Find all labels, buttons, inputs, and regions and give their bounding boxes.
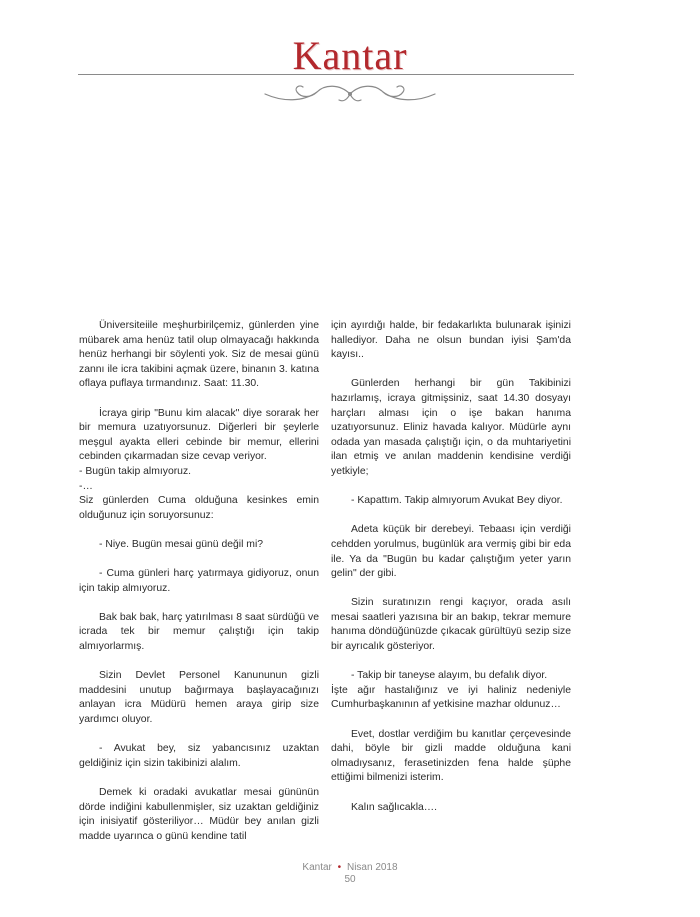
dialogue-line: - Cuma günleri harç yatırmaya gidiyoruz, onun için takip almıyoruz. <box>79 568 319 594</box>
paragraph: Bak bak bak, harç yatırılması 8 saat sürdüğü ve icrada tek bir memur çalıştığı için takip almıyorlarmış. <box>79 611 319 653</box>
paragraph: Siz günlerden Cuma olduğuna kesinkes emin olduğunuz için soruyorsunuz: <box>79 495 319 521</box>
masthead <box>0 0 700 120</box>
paragraph: için ayırdığı halde, bir fedakarlıkta bulunarak işinizi hallediyor. Daha ne olsun bundan iyisi Şam'da kayısı.. <box>331 320 571 361</box>
footer-separator: • <box>337 862 342 873</box>
dialogue-line: - Niye. Bugün mesai günü değil mi? <box>99 538 264 550</box>
dialogue-line: -… <box>79 480 93 492</box>
magazine-logo: Kantar <box>292 33 408 78</box>
flourish-ornament-icon <box>255 80 445 106</box>
paragraph: Sizin Devlet Personel Kanununun gizli maddesini unutup bağırmaya başlayacağınızı anlayan icra Müdürü hemen araya girip size yardımcı oluyor. <box>79 670 319 726</box>
header-rule <box>78 74 574 75</box>
paragraph: Üniversiteiile meşhurbirilçemiz, günlerden yine mübarek ama henüz tatil olup olmayacağı hakkında henüz herhangi bir söylenti yok. Siz de mesai günü zannı ile icra takibini açmak üzere, binanın 3. katına oflaya puflaya tırmandınız. Saat: 11.30. <box>79 320 319 390</box>
page-footer <box>0 862 700 886</box>
footer-issue: Nisan 2018 <box>346 862 398 873</box>
article-column-right <box>331 319 571 815</box>
paragraph: Günlerden herhangi bir gün Takibinizi hazırlamış, icraya gitmişsiniz, saat 14.30 dosyayı harçları alması için o işe bakan hanıma uzatıyorsunuz. Eliniz havada kalıyor. Müdürle aynı odada yan masada çalıştığı için, o da muhtariyetini ilan etmiş ve anılan maddenin kendisine verdiği yetkiyle; <box>331 378 571 477</box>
paragraph: Adeta küçük bir derebeyi. Tebaası için verdiği cehdden yorulmus, bugünlük ara vermiş gibi bir eda ile. Ya da "Bugün bu kadar çalıştığım yeter yarın gelin" der gibi. <box>331 524 571 580</box>
dialogue-line: - Takip bir taneyse alayım, bu defalık diyor. <box>351 670 548 682</box>
paragraph: Evet, dostlar verdiğim bu kanıtlar çerçevesinde dahi, böyle bir gizli madde olduğuna kani olmadıysanız, ferasetinizden fena halde şüphe ettiğimi bilmenizi isterim. <box>331 728 571 784</box>
footer-publication-line <box>0 862 700 874</box>
page-number: 50 <box>344 874 356 885</box>
paragraph: İşte ağır hastalığınız ve iyi haliniz nedeniyle Cumhurbaşkanının af yetkisine mazhar oldunuz… <box>331 684 571 711</box>
footer-publication: Kantar <box>302 862 332 873</box>
dialogue-line: - Kapattım. Takip almıyorum Avukat Bey diyor. <box>351 495 563 507</box>
paragraph: Demek ki oradaki avukatlar mesai gününün dörde indiğini kabullenmişler, siz uzaktan geldiğiniz için inisiyatif gösteriliyor… Müdür bey anılan gizli madde uyarınca o günü kendine tatil <box>79 787 319 842</box>
paragraph: Sizin suratınızın rengi kaçıyor, orada asılı mesai saatleri yazısına bir an bakıp, tekrar memure hanıma döndüğünüzde çıkacak gürültüyü sezip size bir ayrıcalık gösteriyor. <box>331 597 571 653</box>
dialogue-line: - Bugün takip almıyoruz. <box>79 465 192 477</box>
sign-off: Kalın sağlıcakla…. <box>351 801 438 813</box>
dialogue-line: - Avukat bey, siz yabancısınız uzaktan geldiğiniz için sizin takibinizi alalım. <box>79 743 319 769</box>
article-column-left <box>79 319 319 844</box>
paragraph: İcraya girip "Bunu kim alacak" diye sorarak her bir memura uzatıyorsunuz. Diğerleri bir şeylerle meşgul ayakta elleri cebinde bir memur, ellerini cebinden çıkarmadan size cevap veriyor. <box>79 407 319 463</box>
